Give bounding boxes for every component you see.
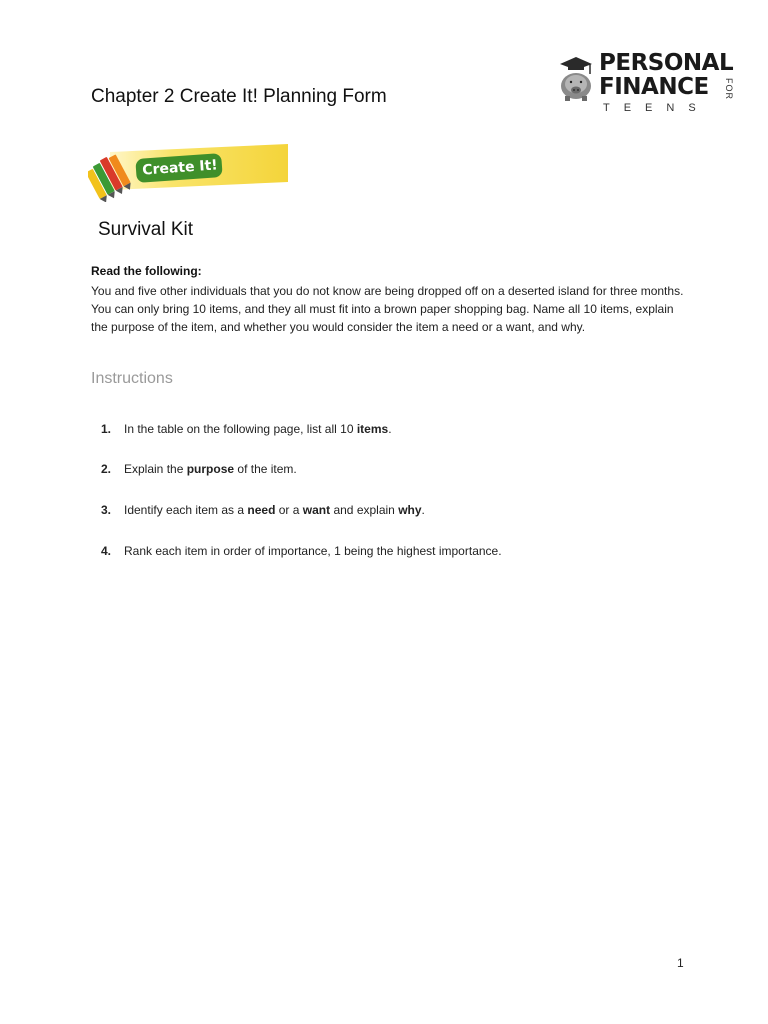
page-title: Chapter 2 Create It! Planning Form	[91, 86, 387, 107]
instruction-step-4: 4. Rank each item in order of importance, 1 being the highest importance.	[101, 544, 502, 558]
personal-finance-for-teens-logo	[556, 50, 746, 120]
instruction-step-1: 1. In the table on the following page, list all 10 items.	[101, 422, 392, 436]
instructions-heading: Instructions	[91, 370, 173, 387]
logo-word-finance: FINANCE	[599, 74, 709, 100]
create-it-label: Create It!	[141, 157, 219, 179]
create-it-banner	[88, 140, 293, 202]
page-number: 1	[677, 956, 684, 970]
piggy-bank-graduation-cap-icon	[556, 54, 596, 102]
logo-word-for: FOR	[724, 78, 734, 100]
read-following-label: Read the following:	[91, 264, 202, 278]
logo-word-personal: PERSONAL	[599, 50, 734, 76]
instruction-step-3: 3. Identify each item as a need or a want and explain why.	[101, 503, 425, 517]
logo-word-teens: TEENS	[603, 102, 710, 114]
scenario-paragraph: You and five other individuals that you do not know are being dropped off on a deserted island for three months. You can only bring 10 items, and they all must fit into a brown paper shopping bag. Name all 10 items, explain the purpose of the item, and whether you would consider the item a need or a want, and why.	[91, 284, 684, 334]
section-title: Survival Kit	[98, 219, 194, 240]
instruction-step-2: 2. Explain the purpose of the item.	[101, 462, 297, 476]
